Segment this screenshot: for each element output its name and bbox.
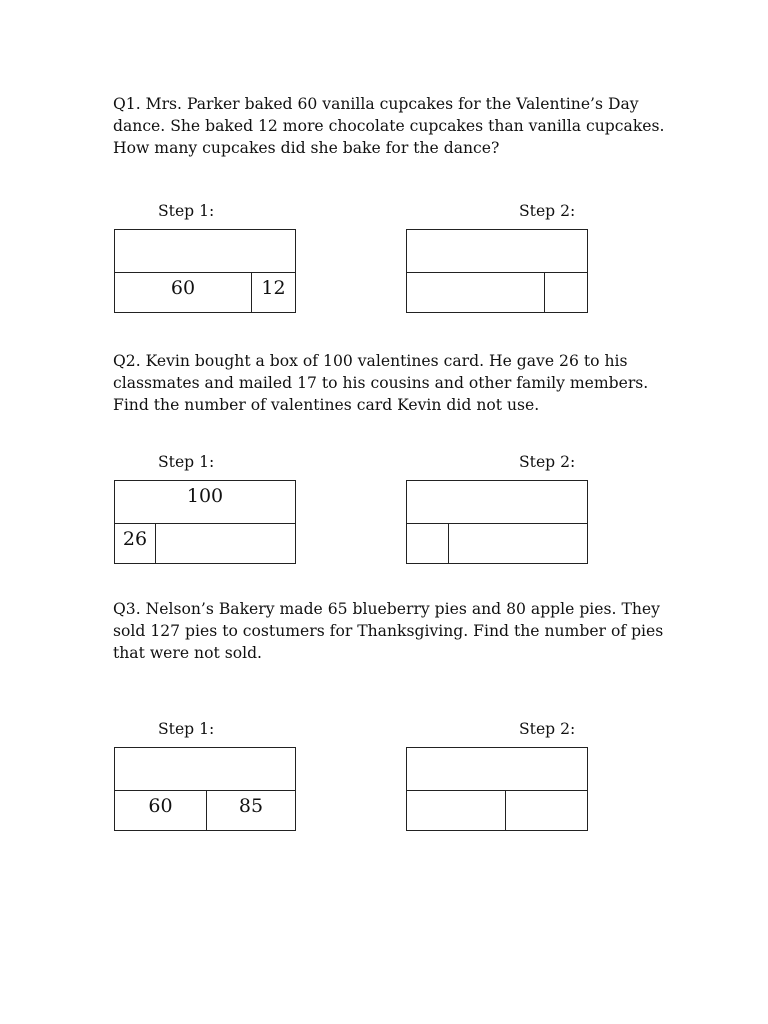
q1-step2-total [407, 230, 587, 273]
question-1-text: Q1. Mrs. Parker baked 60 vanilla cupcakes for the Valentine’s Day dance. She baked 12 more chocolate cupcakes than vanilla cupcakes. How many cupcakes did she bake for the dance? [113, 95, 665, 157]
q2-step2-label: Step 2: [519, 453, 576, 471]
q2-step1-part-b [155, 524, 295, 563]
q2-step1-total: 100 [115, 481, 295, 524]
q1-step1-total [115, 230, 295, 273]
q3-step1-label: Step 1: [158, 720, 215, 738]
q3-step2-part-b [505, 791, 587, 830]
q1-step2-bar-model [406, 229, 588, 313]
q2-step2-total [407, 481, 587, 524]
q3-step1-total [115, 748, 295, 791]
q1-step2-part-a [407, 273, 544, 312]
q2-step2-part-b [448, 524, 587, 563]
q3-step1-bar-model [114, 747, 296, 831]
q3-step2-part-a [407, 791, 505, 830]
q1-step2-part-b [544, 273, 587, 312]
q1-step2-label: Step 2: [519, 202, 576, 220]
q2-step1-label: Step 1: [158, 453, 215, 471]
q3-step2-total [407, 748, 587, 791]
q2-step2-bar-model [406, 480, 588, 564]
q3-step1-part-a: 60 [148, 795, 173, 817]
q3-step2-label: Step 2: [519, 720, 576, 738]
q2-step1-part-a: 26 [122, 528, 148, 550]
q1-step1-part-a: 60 [170, 277, 196, 299]
question-2-text: Q2. Kevin bought a box of 100 valentines card. He gave 26 to his classmates and mailed 17 to his cousins and other family members. Find the number of valentines card Kevin did not use. [113, 352, 649, 414]
question-3-text: Q3. Nelson’s Bakery made 65 blueberry pies and 80 apple pies. They sold 127 pies to costumers for Thanksgiving. Find the number of pies that were not sold. [113, 600, 664, 662]
q3-step1-part-b: 85 [206, 791, 295, 830]
q3-step2-bar-model [406, 747, 588, 831]
q2-step2-part-a [407, 524, 448, 563]
q2-step1-bar-model [114, 480, 296, 564]
q1-step1-bar-model [114, 229, 296, 313]
q1-step1-label: Step 1: [158, 202, 215, 220]
q1-step1-part-b: 12 [251, 273, 295, 312]
